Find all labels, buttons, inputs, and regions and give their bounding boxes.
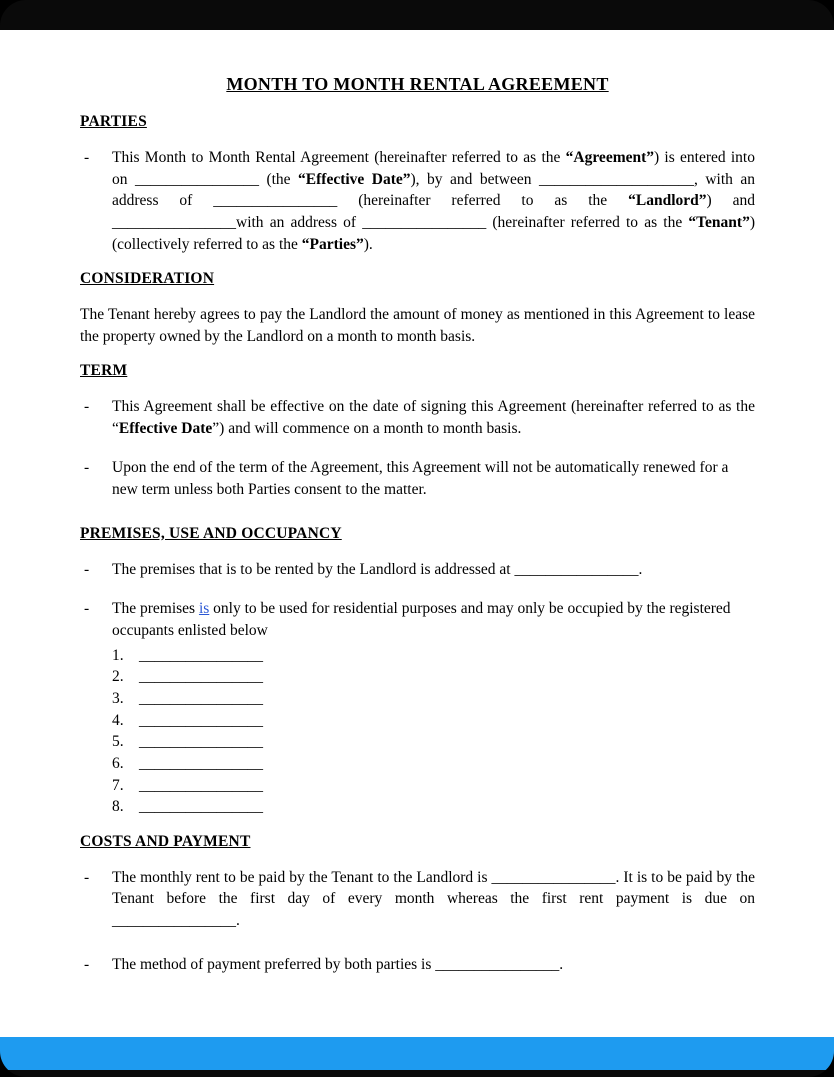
costs-paragraph-1: The monthly rent to be paid by the Tenant to the Landlord is ________________. It is to be paid by the Tenant before the first day of every month whereas the first rent payment is due on ________________.: [112, 868, 755, 930]
bullet-dash: -: [84, 560, 90, 578]
costs-heading: COSTS AND PAYMENT: [80, 833, 251, 851]
occupants-list: [112, 645, 755, 819]
occupant-row: [112, 645, 755, 667]
term-item-2: [80, 457, 755, 500]
text-run: This Agreement shall be effective on the date of signing this Agreement (hereinafter referred to as the “: [112, 398, 755, 437]
term-item-1: [80, 396, 755, 439]
occupant-blank: ________________: [139, 755, 263, 772]
term-heading: TERM: [80, 362, 128, 380]
consideration-paragraph: The Tenant hereby agrees to pay the Landlord the amount of money as mentioned in this Agreement to lease the property owned by the Landlord on a month to month basis.: [80, 306, 755, 345]
text-run: ), by and between ____________________, with an address of ________________ (hereinafter referred to as the: [112, 170, 755, 210]
occupant-number: 6.: [112, 755, 124, 772]
bold-run: “Landlord”: [628, 192, 707, 210]
costs-item-2: [80, 954, 755, 976]
occupant-number: 3.: [112, 689, 124, 707]
text-run: only to be used for residential purposes and may only be occupied by the registered occupants enlisted below: [112, 600, 731, 639]
term-paragraph-1: [112, 396, 755, 439]
occupant-blank: ________________: [139, 776, 263, 794]
premises-item-1: [80, 559, 755, 581]
bullet-dash: -: [84, 955, 90, 973]
document-page: [0, 30, 834, 1037]
text-run: This Month to Month Rental Agreement (hereinafter referred to as the: [112, 148, 566, 166]
bullet-dash: -: [84, 459, 90, 477]
occupant-blank: ________________: [139, 733, 263, 751]
bullet-dash: -: [84, 398, 90, 416]
text-run: ) and ________________with an address of ________________ (hereinafter referred to as the: [112, 192, 755, 231]
text-run: ) (collectively referred to as the: [112, 213, 755, 253]
bullet-dash: -: [84, 600, 90, 618]
premises-item-2: [80, 598, 755, 818]
bold-run: Effective Date: [118, 419, 213, 437]
bullet-dash: -: [84, 868, 90, 886]
premises-paragraph-1: The premises that is to be rented by the Landlord is addressed at ________________.: [112, 560, 643, 578]
section-costs: [80, 831, 755, 975]
occupant-blank: ________________: [139, 689, 263, 707]
section-consideration: [80, 268, 755, 347]
costs-item-1: [80, 867, 755, 932]
parties-paragraph: [112, 147, 755, 255]
bold-run: “Parties”: [301, 235, 364, 253]
section-premises: [80, 523, 755, 818]
term-paragraph-2: Upon the end of the term of the Agreement, this Agreement will not be automatically renewed for a new term unless both Parties consent to the matter.: [112, 459, 729, 499]
occupant-blank: ________________: [139, 668, 263, 686]
occupant-row: [112, 688, 755, 710]
top-bar: [0, 0, 834, 30]
occupant-blank: ________________: [139, 646, 263, 664]
bold-run: “Effective Date”: [298, 170, 411, 188]
costs-paragraph-2: The method of payment preferred by both parties is ________________.: [112, 955, 564, 973]
text-run: The premises: [112, 600, 199, 618]
document-title: MONTH TO MONTH RENTAL AGREEMENT: [226, 74, 609, 94]
occupant-row: [112, 666, 755, 688]
parties-item: [80, 147, 755, 255]
bold-run: “Tenant”: [688, 213, 750, 231]
occupant-row: [112, 753, 755, 775]
text-run: ).: [363, 235, 373, 253]
footer-accent-bar: [0, 1037, 834, 1070]
text-run: ”) and will commence on a month to month basis.: [212, 419, 522, 437]
occupant-number: 5.: [112, 733, 124, 751]
premises-paragraph-2: [112, 598, 755, 641]
underlined-run: is: [198, 600, 210, 618]
occupant-number: 8.: [112, 798, 124, 816]
occupant-row: [112, 731, 755, 753]
occupant-row: [112, 775, 755, 797]
occupant-blank: ________________: [139, 798, 263, 816]
bottom-bar: [0, 1070, 834, 1077]
occupant-number: 4.: [112, 711, 124, 729]
section-term: [80, 360, 755, 500]
occupant-number: 1.: [112, 646, 124, 664]
section-parties: [80, 111, 755, 255]
occupant-number: 2.: [112, 668, 124, 686]
bullet-dash: -: [84, 148, 90, 166]
occupant-blank: ________________: [139, 711, 263, 729]
text-run: ) is entered into on ________________ (the: [112, 148, 755, 188]
occupant-number: 7.: [112, 776, 124, 794]
parties-heading: PARTIES: [80, 113, 147, 131]
bold-run: “Agreement”: [565, 148, 655, 166]
occupant-row: [112, 710, 755, 732]
occupant-row: [112, 796, 755, 818]
consideration-heading: CONSIDERATION: [80, 270, 215, 288]
premises-heading: PREMISES, USE AND OCCUPANCY: [80, 524, 342, 542]
premises-item-2-body: [112, 598, 755, 818]
